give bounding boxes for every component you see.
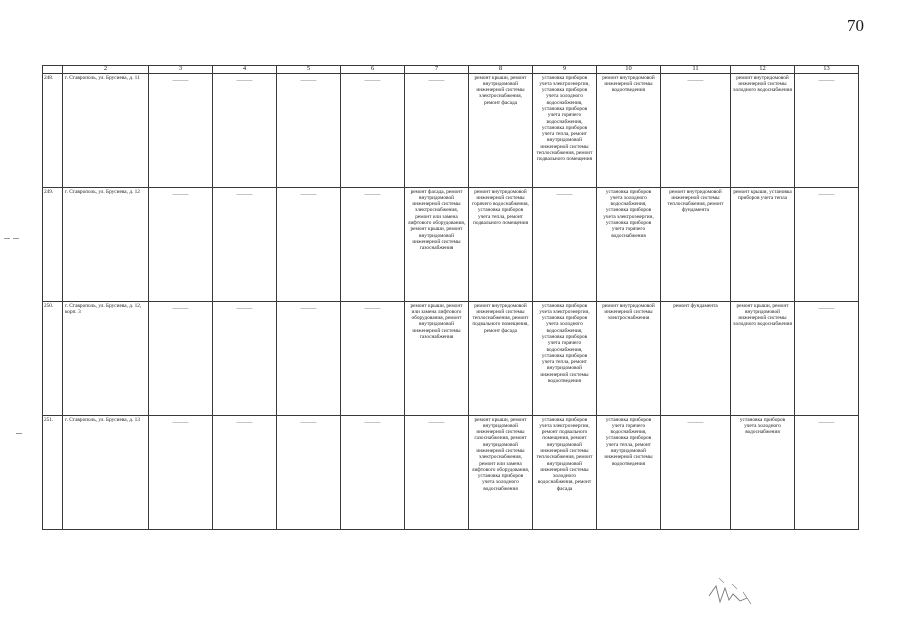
works-cell: ремонт внутридомовой инженерной системы электроснабжения	[597, 301, 661, 415]
works-cell: ремонт фасада, ремонт внутридомовой инженерной системы электроснабжения, ремонт или замена лифтового оборудования, ремонт крыши, ремонт внутридомовой инженерной системы газоснабжения	[405, 187, 469, 301]
row-number: 249.	[43, 187, 63, 301]
address-cell: г. Ставрополь, ул. Брусиева, д. 12	[63, 187, 149, 301]
dash-cell: ———	[213, 73, 277, 187]
table-row	[43, 301, 859, 415]
dash-cell: ———	[213, 301, 277, 415]
column-number: 12	[731, 66, 795, 74]
dash-cell: ———	[661, 73, 731, 187]
column-number: 8	[469, 66, 533, 74]
dash-cell: ———	[341, 187, 405, 301]
dash-cell: ———	[341, 301, 405, 415]
works-cell: установка приборов учета электроэнергии, ремонт подвального помещения, ремонт внутридомовой инженерной системы теплоснабжения, ремонт внутридомовой инженерной системы холодного водоснабжения, ремонт фасада	[533, 415, 597, 529]
repair-schedule-table	[42, 65, 859, 530]
row-number: 250.	[43, 301, 63, 415]
page-number: 70	[847, 16, 864, 35]
works-cell: установка приборов учета холодного водоснабжения	[731, 415, 795, 529]
table-row	[43, 187, 859, 301]
dash-cell: ———	[795, 187, 859, 301]
works-cell: ремонт внутридомовой инженерной системы холодного водоснабжения	[731, 73, 795, 187]
id-column-number	[43, 66, 63, 74]
row-number: 251.	[43, 415, 63, 529]
address-cell: г. Ставрополь, ул. Брусиева, д. 12, корп. 3	[63, 301, 149, 415]
address-cell: г. Ставрополь, ул. Брусиева, д. 11	[63, 73, 149, 187]
dash-cell: ———	[149, 73, 213, 187]
works-cell: ремонт фундамента	[661, 301, 731, 415]
works-cell: ремонт крыши, ремонт внутридомовой инженерной системы холодного водоснабжения	[731, 301, 795, 415]
column-number: 3	[149, 66, 213, 74]
column-number: 9	[533, 66, 597, 74]
column-number: 6	[341, 66, 405, 74]
dash-cell: ———	[149, 187, 213, 301]
column-number: 5	[277, 66, 341, 74]
works-cell: ремонт внутридомовой инженерной системы горячего водоснабжения, установка приборов учета тепла, ремонт подвального помещения	[469, 187, 533, 301]
signature-scribble	[707, 574, 757, 610]
table-row	[43, 415, 859, 529]
column-number: 10	[597, 66, 661, 74]
column-number-row	[43, 66, 859, 74]
dash-cell: ———	[795, 415, 859, 529]
dash-cell: ———	[661, 415, 731, 529]
dash-cell: ———	[341, 415, 405, 529]
dash-cell: ———	[213, 187, 277, 301]
column-number: 2	[63, 66, 149, 74]
works-cell: ремонт крыши, ремонт внутридомовой инженерной системы газоснабжения, ремонт внутридомовой инженерной системы электроснабжения, ремонт или замена лифтового оборудования, установка приборов учета холодного водоснабжения	[469, 415, 533, 529]
works-cell: установка приборов учета электроэнергии, установка приборов учета холодного водоснабжения, установка приборов учета горячего водоснабжения, установка приборов учета тепла, ремонт внутридомовой инженерной системы теплоснабжения, ремонт подвального помещения	[533, 73, 597, 187]
works-cell: ремонт крыши, ремонт внутридомовой инженерной системы электроснабжения, ремонт фасада	[469, 73, 533, 187]
works-cell: ремонт внутридомовой инженерной системы теплоснабжения, ремонт фундамента	[661, 187, 731, 301]
dash-cell: ———	[149, 415, 213, 529]
dash-cell: ———	[277, 73, 341, 187]
dash-cell: ———	[795, 301, 859, 415]
dash-cell: ———	[149, 301, 213, 415]
works-cell: ремонт внутридомовой инженерной системы теплоснабжения, ремонт подвального помещения, ремонт фасада	[469, 301, 533, 415]
row-number: 248.	[43, 73, 63, 187]
works-cell: ремонт крыши, установка приборов учета тепла	[731, 187, 795, 301]
dash-cell: ———	[213, 415, 277, 529]
dash-cell: ———	[277, 301, 341, 415]
column-number: 4	[213, 66, 277, 74]
dash-cell: ———	[533, 187, 597, 301]
scan-mark	[4, 238, 10, 239]
dash-cell: ———	[277, 415, 341, 529]
works-cell: ремонт внутридомовой инженерной системы водоотведения	[597, 73, 661, 187]
table-row	[43, 73, 859, 187]
address-cell: г. Ставрополь, ул. Брусиева, д. 13	[63, 415, 149, 529]
dash-cell: ———	[795, 73, 859, 187]
column-number: 13	[795, 66, 859, 74]
scan-mark	[13, 238, 19, 239]
column-number: 7	[405, 66, 469, 74]
works-cell: ремонт крыши, ремонт или замена лифтового оборудования, ремонт внутридомовой инженерной системы газоснабжения	[405, 301, 469, 415]
dash-cell: ———	[341, 73, 405, 187]
works-cell: установка приборов учета горячего водоснабжения, установка приборов учета тепла, ремонт внутридомовой инженерной системы водоотведения	[597, 415, 661, 529]
scan-mark	[16, 433, 22, 434]
works-cell: установка приборов учета электроэнергии, установка приборов учета холодного водоснабжения, установка приборов учета горячего водоснабжения, установка приборов учета тепла, ремонт внутридомовой инженерной системы водоотведения	[533, 301, 597, 415]
dash-cell: ———	[405, 415, 469, 529]
column-number: 11	[661, 66, 731, 74]
dash-cell: ———	[405, 73, 469, 187]
works-cell: установка приборов учета холодного водоснабжения, установка приборов учета электроэнергии, установка приборов учета горячего водоснабжения	[597, 187, 661, 301]
dash-cell: ———	[277, 187, 341, 301]
